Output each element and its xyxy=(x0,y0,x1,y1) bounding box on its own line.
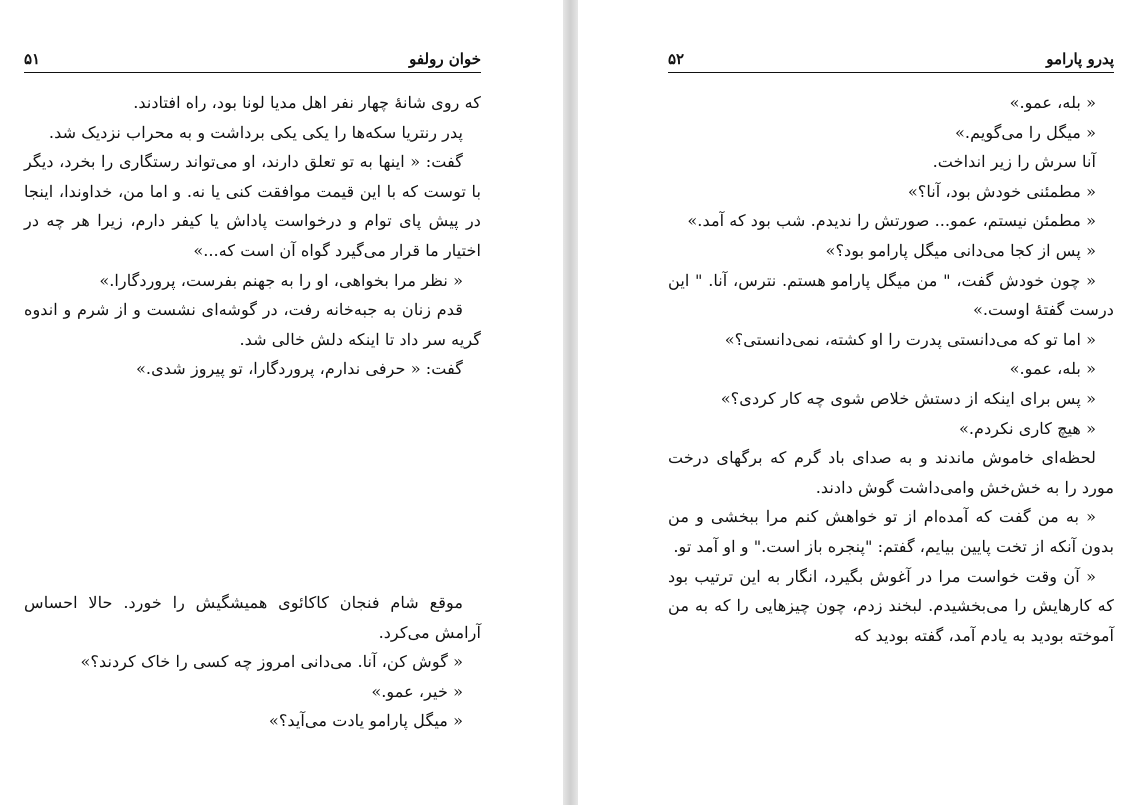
paragraph: « به من گفت که آمده‌ام از تو خواهش کنم مرا ببخشی و من بدون آنکه از تخت پایین بیایم، گفتم: "پنجره باز است." و او آمد تو. xyxy=(668,507,1114,556)
paragraph: « بله، عمو.» xyxy=(1009,359,1096,379)
paragraph: « نظر مرا بخواهی، او را به جهنم بفرست، پروردگارا.» xyxy=(99,270,463,290)
paragraph: پدر رنتریا سکه‌ها را یکی یکی برداشت و به محراب نزدیک شد. xyxy=(48,122,463,142)
paragraph: « میگل را می‌گویم.» xyxy=(955,122,1096,142)
book-gutter xyxy=(563,0,578,805)
page-body xyxy=(668,88,1114,650)
page-body-bottom xyxy=(24,588,481,736)
page-header xyxy=(24,46,481,73)
left-page xyxy=(0,0,563,805)
author-name: خوان رولفو xyxy=(409,50,481,68)
paragraph: « خیر، عمو.» xyxy=(371,681,463,701)
paragraph: « پس برای اینکه از دستش خلاص شوی چه کار کردی؟» xyxy=(720,388,1096,408)
page-header xyxy=(668,46,1114,73)
paragraph: گفت: « حرفی ندارم، پروردگارا، تو پیروز شدی.» xyxy=(136,359,463,379)
paragraph: « اما تو که می‌دانستی پدرت را او کشته، نمی‌دانستی؟» xyxy=(724,329,1096,349)
paragraph: گفت: « اینها به تو تعلق دارند، او می‌تواند رستگاری را بخرد، دیگر با توست که با این قیمت موافقت کنی یا نه. و اما من، خداوندا، اینجا در پیش پای توام و درخواست پاداش یا کیفر دارم، زیرا هر چه در اختیار ما قرار می‌گیرد گواه آن است که...» xyxy=(24,152,481,260)
page-number: ۵۲ xyxy=(668,50,685,68)
right-page xyxy=(578,0,1147,805)
paragraph: که روی شانهٔ چهار نفر اهل مدیا لونا بود، راه افتادند. xyxy=(133,93,481,112)
page-body-top xyxy=(24,88,481,384)
paragraph: « میگل پارامو یادت می‌آید؟» xyxy=(268,711,463,731)
paragraph: « هیچ کاری نکردم.» xyxy=(959,418,1096,438)
paragraph: آنا سرش را زیر انداخت. xyxy=(932,152,1096,172)
paragraph: قدم زنان به جبه‌خانه رفت، در گوشه‌ای نشست و از شرم و اندوه گریه سر داد تا اینکه دلش خالی شد. xyxy=(24,300,481,349)
page-number: ۵۱ xyxy=(24,50,41,68)
book-title: پدرو پارامو xyxy=(1046,50,1114,68)
paragraph: « مطمئن نیستم، عمو... صورتش را ندیدم. شب بود که آمد.» xyxy=(687,211,1096,231)
paragraph: موقع شام فنجان کاکائوی همیشگیش را خورد. حالا احساس آرامش می‌کرد. xyxy=(24,593,481,642)
paragraph: لحظه‌ای خاموش ماندند و به صدای باد گرم که برگهای درخت مورد را به خش‌خش وامی‌داشت گوش دادند. xyxy=(668,448,1114,497)
paragraph: « چون خودش گفت، " من میگل پارامو هستم. نترس، آنا. " این درست گفتهٔ اوست.» xyxy=(668,270,1114,320)
paragraph: « پس از کجا می‌دانی میگل پارامو بود؟» xyxy=(825,240,1096,260)
paragraph: « آن وقت خواست مرا در آغوش بگیرد، انگار به این ترتیب بود که کارهایش را می‌بخشیدم. لبخند زدم، چون چیزهایی را که به من آموخته بودید به یادم آمد، گفته بودید که xyxy=(668,566,1114,645)
paragraph: « گوش کن، آنا. می‌دانی امروز چه کسی را خاک کردند؟» xyxy=(80,652,463,672)
paragraph: « مطمئنی خودش بود، آنا؟» xyxy=(907,181,1096,201)
paragraph: « بله، عمو.» xyxy=(1009,93,1096,112)
